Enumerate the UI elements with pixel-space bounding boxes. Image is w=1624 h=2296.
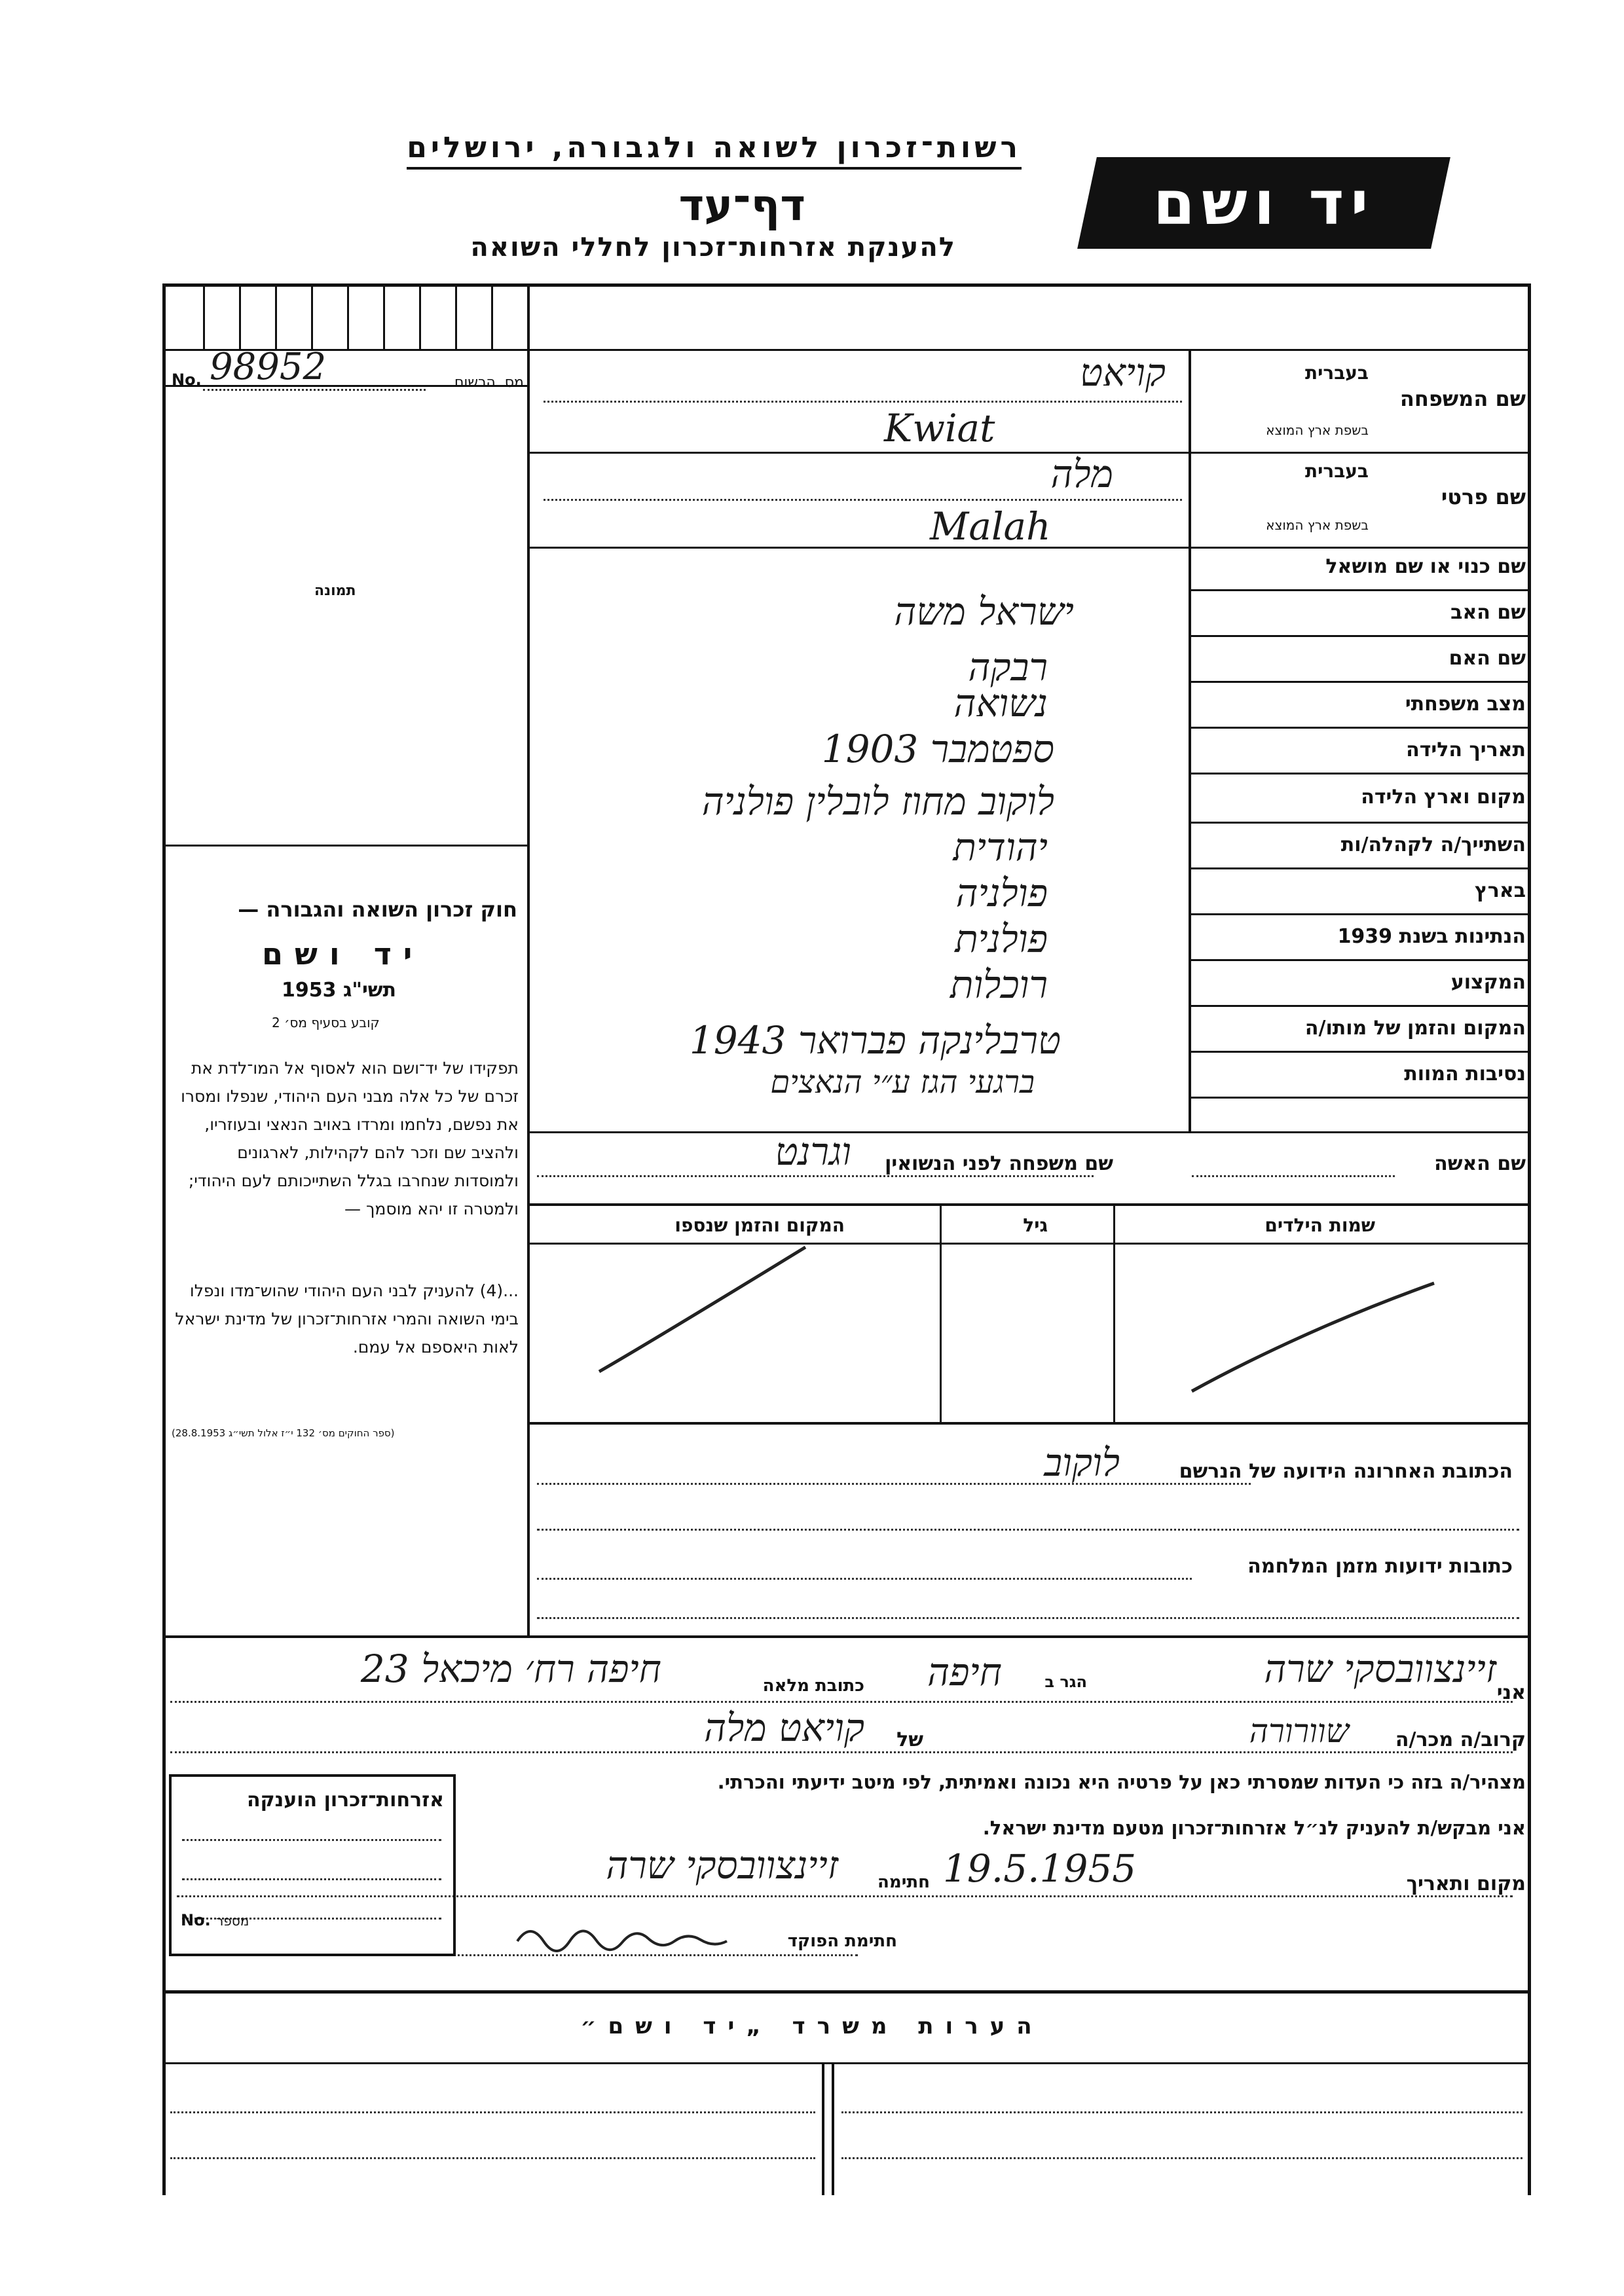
last-address-value: לוקוב xyxy=(1044,1440,1120,1485)
of-name-value: קויאט מלה xyxy=(704,1705,864,1750)
surname-origin-value: Kwiat xyxy=(884,406,995,450)
nickname-label: שם כנוי או שם מושאל xyxy=(1325,555,1526,578)
death-place-time-value: טרבלינקה פברואר 1943 xyxy=(689,1018,1061,1063)
authority-name: רשות־זכרון לשואה ולגבורה, ירושלים xyxy=(407,131,1022,170)
last-address-label: הכתובת האחרונה הידועה של הנרשם xyxy=(1179,1460,1513,1483)
surname-hebrew-value: קויאט xyxy=(1080,350,1166,395)
registration-number: 98952 xyxy=(210,346,327,388)
given-hebrew-value: מלה xyxy=(1050,452,1113,496)
profession-label: המקצוע xyxy=(1450,971,1526,994)
declaration-date: 19.5.1955 xyxy=(943,1846,1137,1891)
country-value: פולניה xyxy=(955,871,1048,915)
declarant-name: זיינצוובסקי שרה xyxy=(1264,1647,1496,1691)
law-year: תשי"ג 1953 xyxy=(282,979,397,1002)
signature-label: חתימה xyxy=(877,1872,930,1892)
logo-text: יד ושם xyxy=(1153,168,1375,238)
birthdate-label: תאריך הלידה xyxy=(1406,738,1526,761)
children-names-header: שמות הילדים xyxy=(1264,1214,1375,1236)
birthplace-value: לוקוב מחוז לובלין פולניה xyxy=(701,779,1054,824)
death-circumstances-value: ברגעי הגז ע״י הנאצים xyxy=(770,1064,1035,1101)
father-value: ישראל משה xyxy=(894,589,1074,634)
birthplace-label: מקום וארץ הלידה xyxy=(1361,786,1526,809)
war-addresses-label: כתובות ידועות מזמן המלחמה xyxy=(1247,1555,1513,1578)
photo-label: תמונה xyxy=(314,583,356,599)
resident-of-label: הגר ב xyxy=(1044,1673,1087,1691)
mother-value: רבקה xyxy=(968,645,1048,689)
birthdate-value: ספטמבר 1903 xyxy=(821,727,1054,771)
law-paragraph-1: תפקידו של יד־ושם הוא לאסוף אל המו־לדת את זכרם של כל אלה מבני העם היהודי, שנפלו ומסרו את נפשם, נלחמו ומרדו באויב הנאצי ובעוזריו, ולהציב שם וזכר להם לקהילות, לארגונים ולמוסדות שנחרבו בגלל השתייכותם לעם היהודי; ולמטרה זו יהא מוסמך — xyxy=(181,1059,519,1218)
officer-signature-label: חתימת הפוקד xyxy=(787,1931,897,1951)
form-title: דף־עד xyxy=(678,180,805,230)
given-hebrew-label: בעברית xyxy=(1304,460,1369,482)
children-age-header: גיל xyxy=(1023,1214,1048,1236)
citizenship-box-no-label: No. xyxy=(181,1911,211,1929)
community-label: השתייך/ה לקהלה/ות xyxy=(1340,833,1526,856)
registration-label: מס. הרשום xyxy=(454,374,524,391)
citizenship-box-title: אזרחות־זכרון הוענקה xyxy=(246,1789,444,1812)
citizenship-granted-box xyxy=(169,1774,456,1956)
registration-no-label: No. xyxy=(172,371,202,389)
citizenship-1939-label: הנתינות בשנת 1939 xyxy=(1337,925,1526,948)
law-paragraph-2: ...(4) להעניק לבני העם היהודי שהוש־מדו ונפלו בימי השואה והמרי אזרחות־זכרון של מדינת ישראל לאות היאספם אל עמם. xyxy=(175,1281,519,1357)
community-value: יהודית xyxy=(953,825,1048,869)
children-place-header: המקום והזמן שנספו xyxy=(674,1214,845,1236)
surname-origin-label: בשפת ארץ המוצא xyxy=(1266,422,1369,438)
citizenship-box-number-label: מספר xyxy=(216,1913,249,1929)
father-label: שם האב xyxy=(1450,601,1526,624)
declarant-city: חיפה xyxy=(927,1650,1002,1694)
law-clause: קובע בסעיף מס׳ 2 xyxy=(272,1015,380,1030)
office-notes-title: הערות משרד „יד ושם״ xyxy=(580,2013,1044,2039)
place-date-label: מקום ותאריך xyxy=(1406,1872,1526,1895)
declaration-text: מצהיר/ה בזה כי העדות שמסרתי כאן על פרטיה היא נכונה ואמיתית, לפי מיטב ידיעתי והכרתי. xyxy=(717,1771,1526,1793)
death-place-time-label: המקום והזמן של מותו/ה xyxy=(1304,1017,1526,1040)
country-label: בארץ xyxy=(1474,879,1526,902)
death-circumstances-label: נסיבות המוות xyxy=(1404,1063,1526,1085)
relation-value: שוורורה xyxy=(1249,1712,1349,1750)
profession-value: רוכלות xyxy=(950,962,1048,1007)
given-origin-value: Malah xyxy=(930,504,1051,549)
request-text: אני מבקש/ת להעניק לנ״ל אזרחות־זכרון מטעם מדינת ישראל. xyxy=(982,1817,1526,1839)
law-source: (ספר החוקים מס׳ 132 י״ז אלול תשי״ג 28.8.1953) xyxy=(172,1427,395,1439)
maiden-name-label: שם משפחה לפני הנשואין xyxy=(885,1152,1113,1175)
surname-hebrew-label: בעברית xyxy=(1304,362,1369,384)
surname-label: שם המשפחה xyxy=(1399,386,1526,411)
maiden-name-value: וגרנט xyxy=(775,1129,851,1174)
declarant-i-label: אני xyxy=(1496,1681,1526,1704)
law-name: יד ושם xyxy=(262,936,424,972)
declarant-signature: זיינצוובסקי שרה xyxy=(606,1843,838,1887)
of-label: של xyxy=(896,1728,923,1751)
mother-label: שם האם xyxy=(1449,647,1526,670)
law-heading: חוק זכרון השואה והגבורה — xyxy=(238,897,517,922)
marital-status-value: נשואה xyxy=(953,681,1048,725)
spouse-label: שם האשה xyxy=(1434,1152,1526,1175)
declarant-address: חיפה רח׳ מיכאל 23 xyxy=(360,1647,661,1691)
form-subtitle: להענקת אזרחות־זכרון לחללי השואה xyxy=(470,232,956,263)
relative-label: קרוב/ה מכר/ה xyxy=(1395,1728,1526,1751)
full-address-label: כתובת מלאה xyxy=(762,1676,864,1696)
given-name-label: שם פרטי xyxy=(1441,484,1526,509)
given-origin-label: בשפת ארץ המוצא xyxy=(1266,517,1369,533)
citizenship-1939-value: פולנית xyxy=(955,917,1048,961)
marital-status-label: מצב משפחתי xyxy=(1405,693,1526,716)
